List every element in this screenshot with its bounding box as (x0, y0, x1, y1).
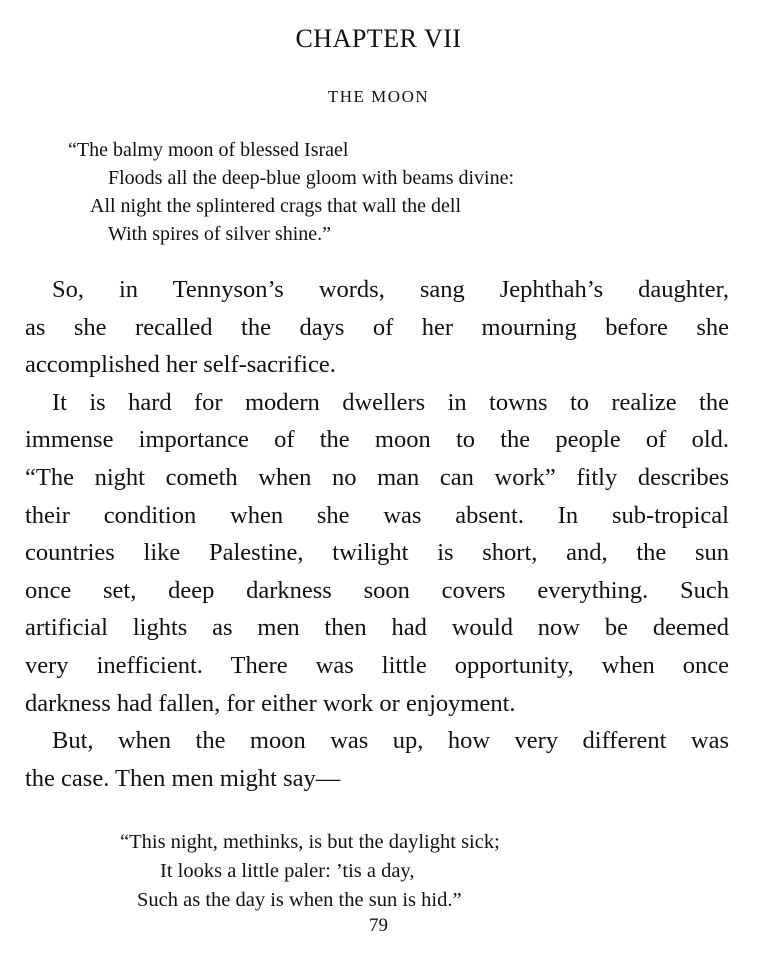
epigraph-line: All night the splintered crags that wall the dell (90, 195, 462, 217)
epigraph-line: “The balmy moon of blessed Israel (68, 139, 349, 161)
closing-quote-line: “This night, methinks, is but the daylight sick; (120, 831, 500, 853)
body-line: as she recalled the days of her mourning before she (25, 313, 729, 341)
body-line: darkness had fallen, for either work or enjoyment. (25, 689, 516, 717)
body-line: once set, deep darkness soon covers everything. Such (25, 576, 729, 604)
body-line: It is hard for modern dwellers in towns to realize the (52, 388, 729, 416)
body-line: accomplished her self-sacrifice. (25, 351, 336, 379)
closing-quote-line: Such as the day is when the sun is hid.” (137, 889, 462, 911)
epigraph-line: With spires of silver shine.” (108, 223, 332, 245)
section-title: THE MOON (327, 87, 430, 106)
body-text (25, 271, 729, 797)
body-line: the case. Then men might say— (25, 764, 341, 792)
body-line: countries like Palestine, twilight is short, and, the sun (25, 539, 729, 567)
body-line: But, when the moon was up, how very different was (52, 727, 729, 755)
body-line: their condition when she was absent. In sub-tropical (25, 501, 729, 529)
body-line: So, in Tennyson’s words, sang Jephthah’s daughter, (52, 276, 729, 303)
body-line: artificial lights as men then had would now be deemed (25, 614, 729, 642)
closing-quote-line: It looks a little paler: ’tis a day, (160, 860, 415, 882)
chapter-heading: CHAPTER VII (295, 24, 462, 53)
body-line: “The night cometh when no man can work” fitly describes (25, 463, 729, 491)
body-line: very inefficient. There was little opportunity, when once (25, 651, 729, 679)
epigraph-line: Floods all the deep-blue gloom with beams divine: (108, 167, 515, 189)
page-number: 79 (369, 915, 388, 936)
body-line: immense importance of the moon to the people of old. (25, 426, 729, 454)
